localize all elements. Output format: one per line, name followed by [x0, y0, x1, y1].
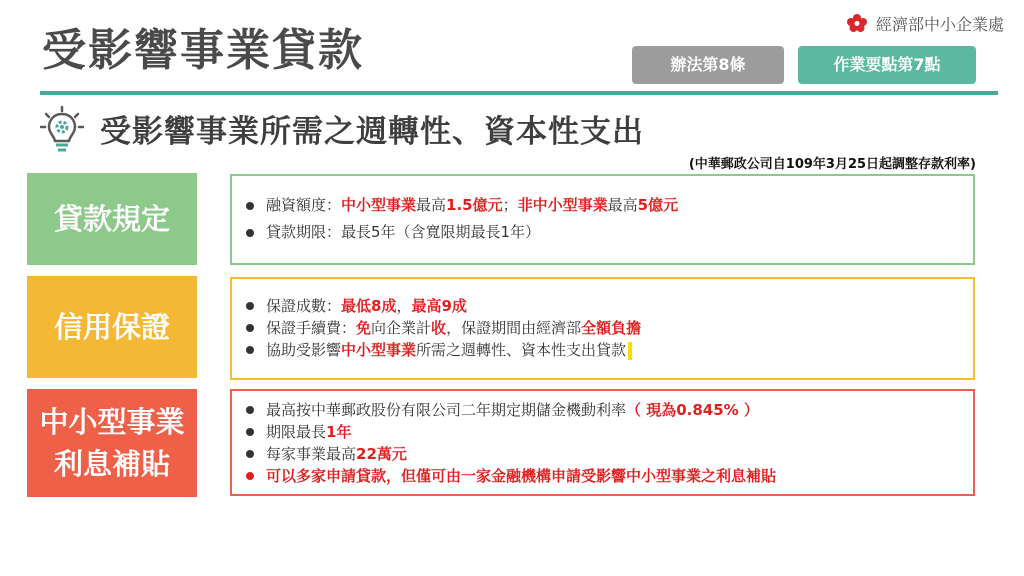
- emphasis-text: 收: [431, 319, 447, 337]
- item-text: 每家事業最高: [266, 445, 357, 463]
- list-item: [244, 317, 973, 339]
- interest-rate-note: (中華郵政公司自109年3月25日起調整存款利率): [688, 157, 976, 172]
- item-text: 融資額度：: [266, 196, 342, 214]
- emphasis-text: 最低8成: [341, 297, 397, 315]
- interest-subsidy-label-line-1: 中小型事業: [39, 405, 185, 439]
- list-item: [244, 295, 973, 317]
- list-item: [244, 465, 973, 487]
- emphasis-text: 5億元: [637, 196, 679, 214]
- item-text: 向企業計: [371, 319, 432, 337]
- emphasis-text: 中小型事業: [341, 341, 417, 359]
- list-item: [244, 443, 973, 465]
- page-title: 受影響事業貸款: [42, 25, 364, 76]
- flower-logo-icon: [844, 10, 870, 36]
- emphasis-text: 1.5億元: [446, 196, 503, 214]
- loan-rules-box: [230, 174, 975, 265]
- emphasis-text: （ 現為0.845% ）: [626, 401, 759, 419]
- lightbulb-gear-icon: [40, 105, 84, 153]
- loan-rules-list: [244, 192, 973, 246]
- credit-guarantee-box: [230, 277, 975, 380]
- emphasis-text: 可以多家申請貸款，但僅可由一家金融機構申請受影響中小型事業之利息補貼: [266, 467, 777, 485]
- interest-subsidy-label: [27, 389, 197, 497]
- list-item: [244, 192, 973, 219]
- emphasis-text: 免: [356, 319, 372, 337]
- emphasis-text: 中小型事業: [341, 196, 417, 214]
- emphasis-text: 非中小型事業: [517, 196, 608, 214]
- emphasis-text: 最高9成: [411, 297, 467, 315]
- emphasis-text: 22萬元: [356, 445, 407, 463]
- item-text: 期限最長: [266, 423, 327, 441]
- credit-guarantee-list: [244, 295, 973, 361]
- logo: [844, 10, 1004, 36]
- item-text: 所需之週轉性、資本性支出貸款: [416, 341, 627, 359]
- logo-text: 經濟部中小企業處: [875, 14, 1004, 34]
- item-text: ，: [396, 297, 412, 315]
- item-text: 最高: [416, 196, 447, 214]
- interest-subsidy-list: [244, 399, 973, 487]
- item-text: 最高: [607, 196, 638, 214]
- list-item: [244, 219, 973, 246]
- emphasis-text: 1年: [326, 423, 352, 441]
- interest-subsidy-box: [230, 389, 975, 496]
- list-item: [244, 421, 973, 443]
- item-text: ；: [502, 196, 518, 214]
- item-text: 保證手續費：: [266, 319, 357, 337]
- tag-regulation-article: 辦法第8條: [632, 46, 784, 84]
- interest-subsidy-label-line-2: 利息補貼: [53, 447, 170, 481]
- item-text: 最高按中華郵政股份有限公司二年期定期儲金機動利率: [266, 401, 627, 419]
- item-text: 貸款期限：最長5年（含寬限期最長1年）: [266, 223, 541, 241]
- item-text: 協助受影響: [266, 341, 342, 359]
- list-item: [244, 399, 973, 421]
- section-title: 受影響事業所需之週轉性、資本性支出: [100, 114, 644, 150]
- tag-operation-point: 作業要點第7點: [798, 46, 976, 84]
- header-divider: [40, 91, 998, 95]
- loan-rules-label: 貸款規定: [27, 173, 197, 265]
- text-highlight-mark: [628, 342, 632, 360]
- list-item: [244, 339, 973, 361]
- item-text: 保證成數：: [266, 297, 342, 315]
- credit-guarantee-label: 信用保證: [27, 276, 197, 378]
- item-text: ，保證期間由經濟部: [446, 319, 582, 337]
- emphasis-text: 全額負擔: [581, 319, 642, 337]
